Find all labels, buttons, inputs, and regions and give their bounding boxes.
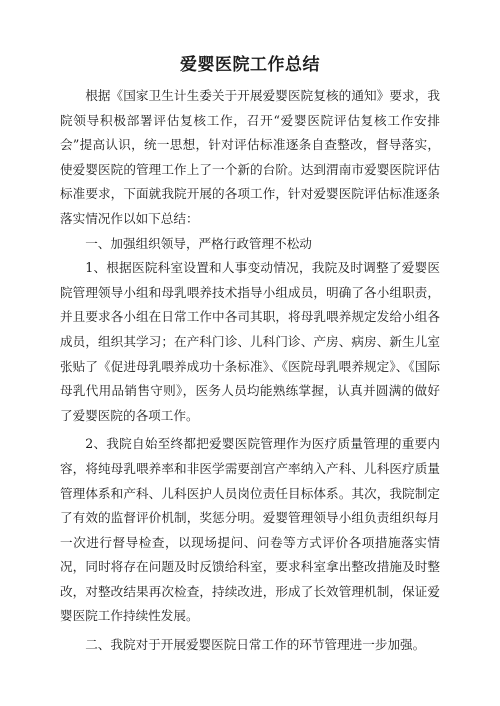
section-heading-2: 二、我院对于开展爱婴医院日常工作的环节管理进一步加强。 <box>85 637 426 653</box>
paragraph-item-2: 2、我院自始至终都把爱婴医院管理作为医疗质量管理的重要内容，将纯母乳喂养率和非医学需要剖宫产率纳入产科、儿科医疗质量管理体系和产科、儿科医护人员岗位责任目标体系。其次，我院制定了有效的监督评价机制，奖惩分明。爱婴管理领导小组负责组织每月一次进行督导检查，以现场提问、问卷等方式评价各项措施落实情况，同时将存在问题及时反馈给科室，要求科室拿出整改措施及时整改，对整改结果再次检查，持续改进，形成了长效管理机制，保证爱婴医院工作持续性发展。 <box>60 436 440 624</box>
section-heading-1: 一、加强组织领导，严格行政管理不松动 <box>85 235 312 251</box>
document-title: 爱婴医院工作总结 <box>180 55 320 75</box>
paragraph-intro: 根据《国家卫生计生委关于开展爱婴医院复核的通知》要求，我院领导积极部署评估复核工作，召开“爱婴医院评估复核工作安排会”提高认识，统一思想，针对评估标准逐条自查整改，督导落实，使爱婴医院的管理工作上了一个新的台阶。达到渭南市爱婴医院评估标准要求，下面就我院开展的各项工作，针对爱婴医院评估标准逐条落实情况作以如下总结： <box>60 88 440 226</box>
paragraph-item-1: 1、根据医院科室设置和人事变动情况，我院及时调整了爱婴医院管理领导小组和母乳喂养技术指导小组成员，明确了各小组职责，并且要求各小组在日常工作中各司其职，将母乳喂养规定发给小组各成员，组织其学习；在产科门诊、儿科门诊、产房、病房、新生儿室张贴了《促进母乳喂养成功十条标准》、《医院母乳喂养规定》、《国际母乳代用品销售守则》，医务人员均能熟练掌握，认真并圆满的做好了爱婴医院的各项工作。 <box>60 260 440 423</box>
